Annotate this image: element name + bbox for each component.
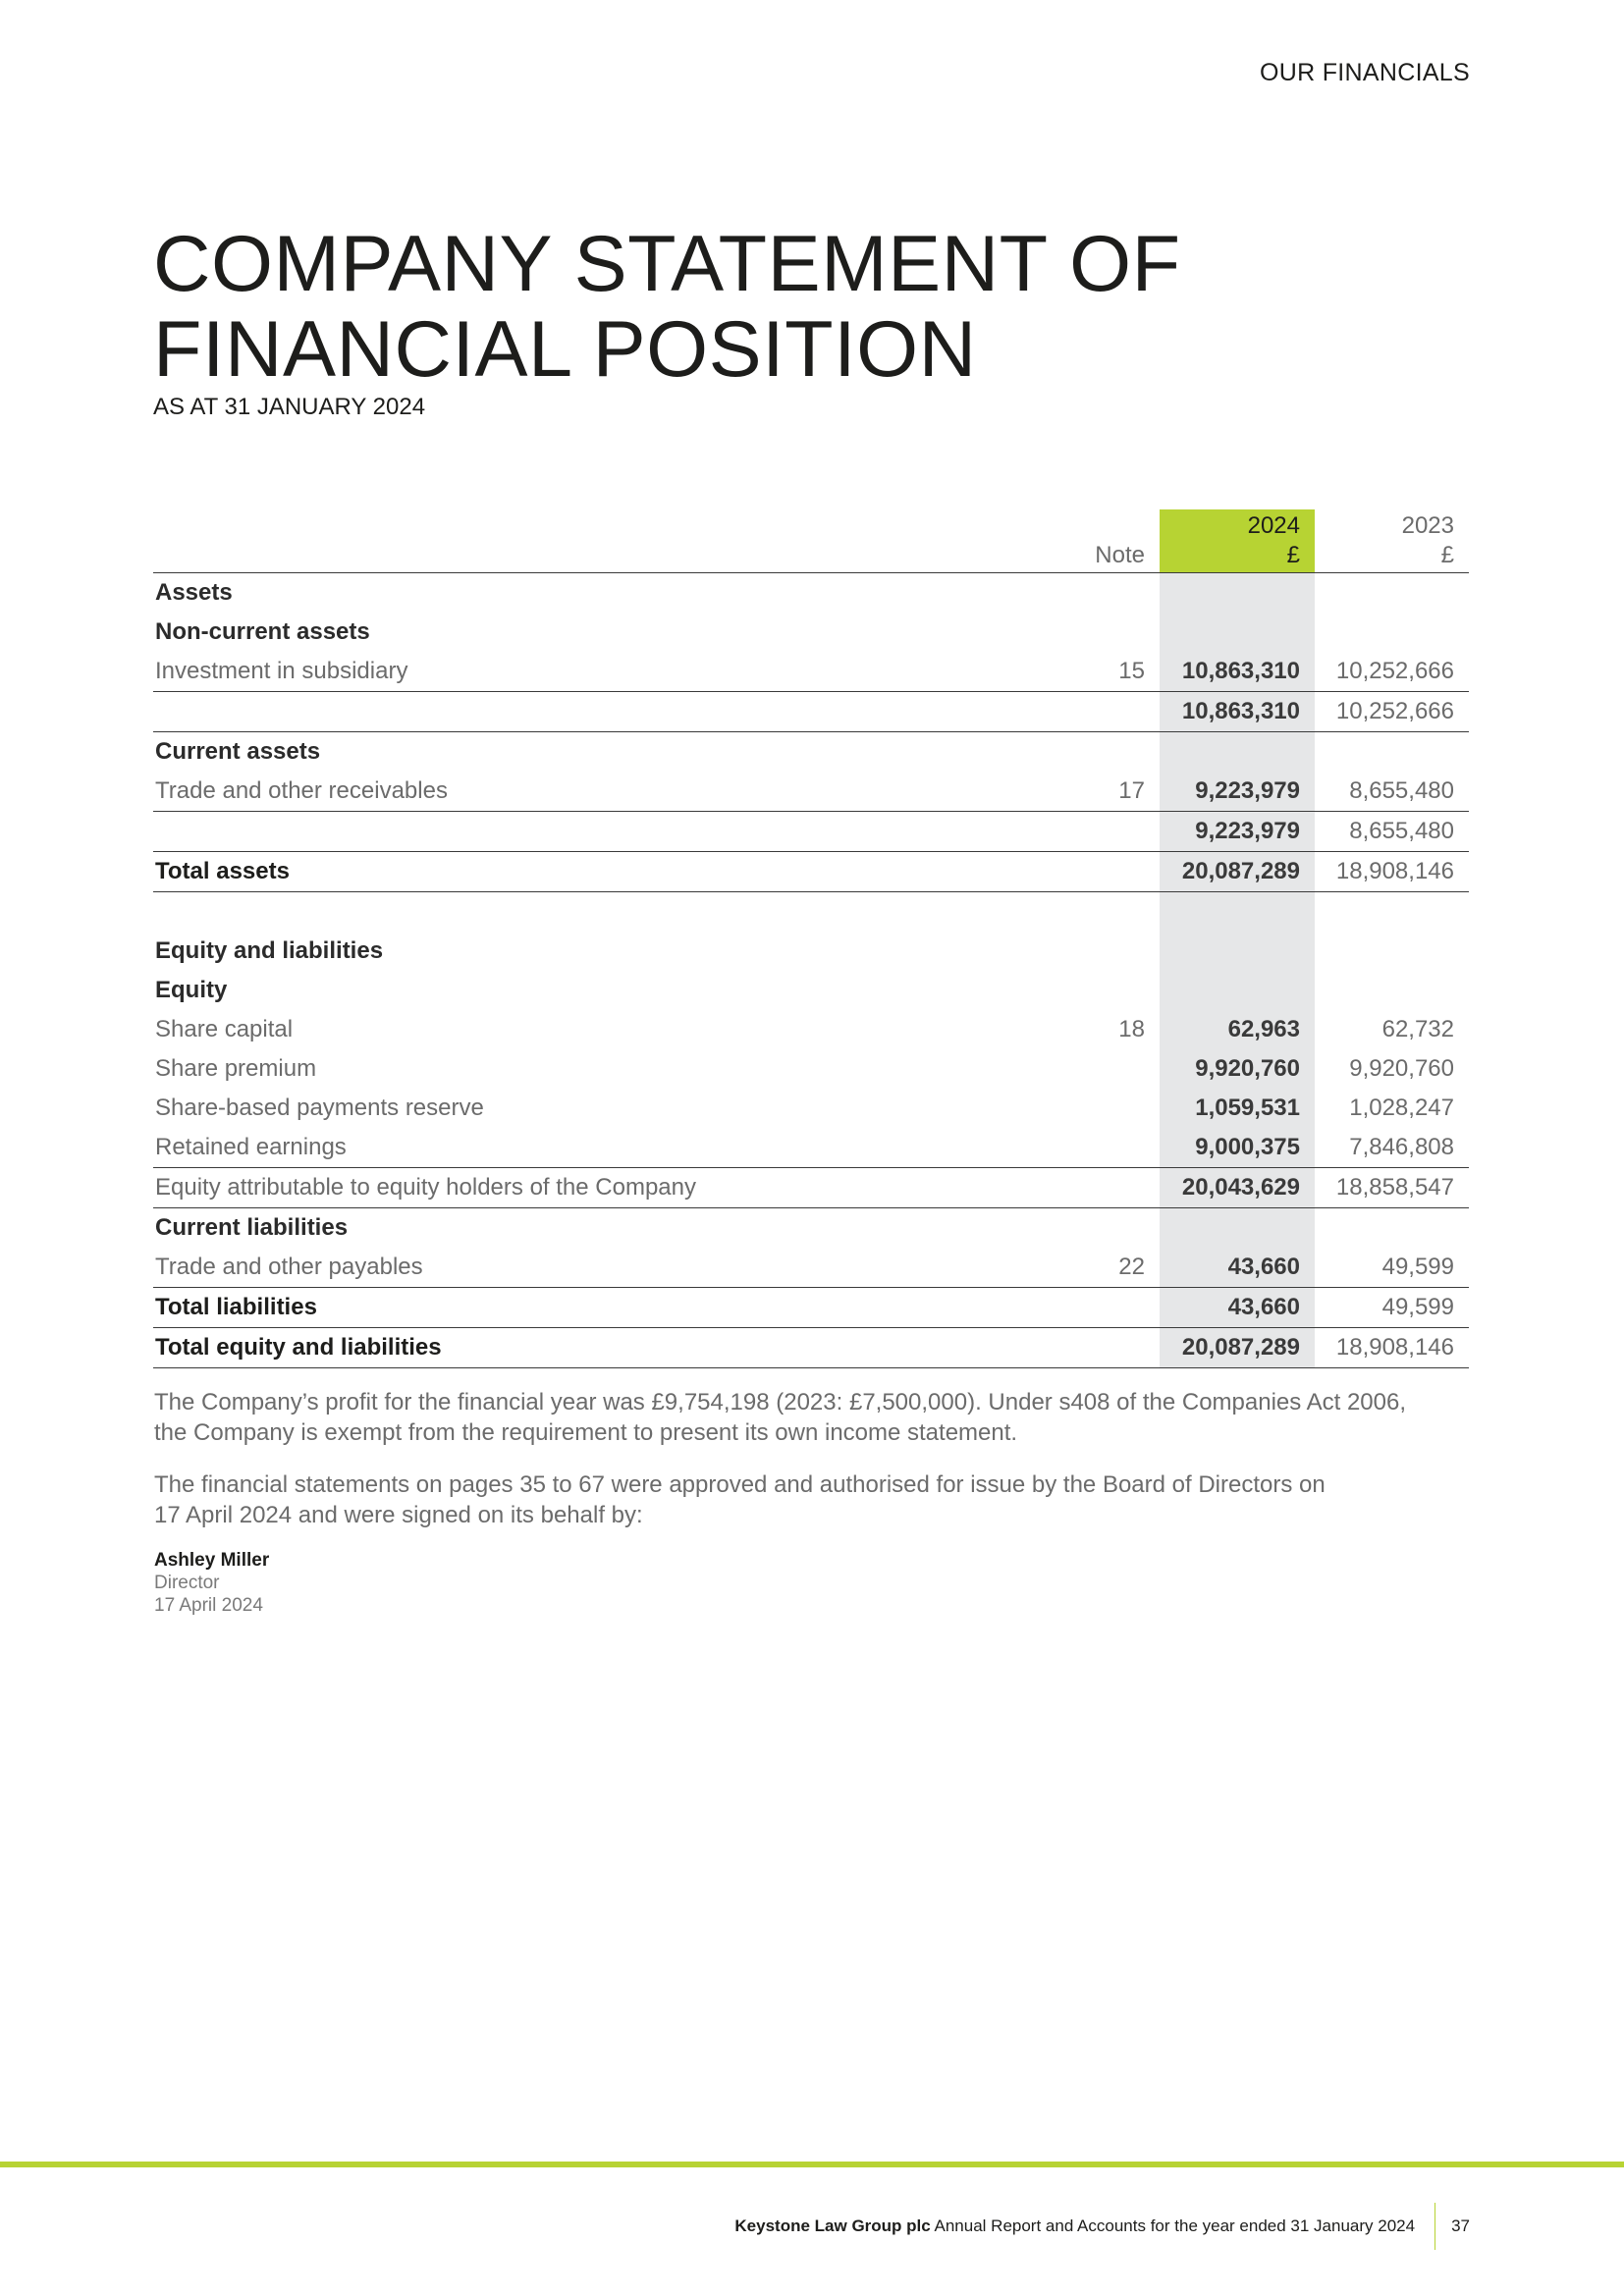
row-label: Equity and liabilities [155,937,384,964]
row-current-year [1160,1208,1315,1249]
financial-position-table-wrapper [153,509,1469,1368]
financial-position-table [153,509,1469,1368]
row-label: Equity [155,977,228,1003]
table-row [153,652,1469,692]
row-prior-year: 1,028,247 [1349,1095,1454,1121]
row-label: Share capital [155,1016,294,1042]
row-prior-year: 62,732 [1381,1016,1454,1042]
table-row [153,812,1469,852]
row-note: 22 [983,1248,1160,1288]
table-row [153,573,1469,614]
row-note [983,932,1160,971]
row-prior-year: 18,908,146 [1315,1328,1469,1368]
table-header-row [153,509,1469,573]
row-prior-year [1315,932,1469,971]
row-prior-year: 9,920,760 [1349,1055,1454,1082]
row-prior-year [1315,573,1469,614]
row-current-year [1160,732,1315,773]
row-current-year [1160,971,1315,1010]
row-current-year: 43,660 [1160,1248,1315,1288]
row-prior-year: 8,655,480 [1315,812,1469,852]
row-note [983,1328,1160,1368]
spacer-cell [1160,892,1315,933]
page-number: 37 [1451,2216,1470,2235]
row-label [153,692,983,732]
row-current-year: 20,043,629 [1160,1168,1315,1208]
approval-paragraph [154,1469,1470,1530]
profit-paragraph [154,1387,1470,1448]
row-label: Non-current assets [155,618,370,645]
row-note [983,1208,1160,1249]
row-current-year: 9,223,979 [1160,772,1315,812]
table-row [153,1248,1469,1288]
signatory-role: Director [154,1573,220,1593]
row-note [983,1049,1160,1089]
table-row [153,1168,1469,1208]
row-prior-year: 10,252,666 [1315,692,1469,732]
page-title-line-1: COMPANY STATEMENT OF [153,220,1181,308]
row-note [983,971,1160,1010]
row-note: 18 [1118,1016,1145,1042]
table-row [153,1128,1469,1168]
table-row [153,971,1469,1010]
row-label: Share-based payments reserve [155,1095,484,1121]
row-note: 15 [983,652,1160,692]
row-label: Current assets [155,738,321,765]
section-label: OUR FINANCIALS [1260,59,1470,86]
row-note [983,732,1160,773]
row-prior-year: 10,252,666 [1315,652,1469,692]
header-prior-year-label: 2023 [1401,512,1454,539]
row-label: Equity attributable to equity holders of the Company [153,1168,983,1208]
row-current-year: 43,660 [1160,1288,1315,1328]
header-prior-year-unit: £ [1440,542,1454,568]
row-prior-year [1315,732,1469,773]
table-row [153,1328,1469,1368]
footer-company: Keystone Law Group plc [734,2216,931,2235]
table-row [153,932,1469,971]
table-row [153,852,1469,892]
row-note [983,613,1160,652]
row-current-year [1160,573,1315,614]
table-row [153,692,1469,732]
table-row [153,1010,1469,1049]
footer-description: Annual Report and Accounts for the year ended 31 January 2024 [930,2216,1416,2235]
row-note: 17 [983,772,1160,812]
row-current-year: 9,223,979 [1160,812,1315,852]
profit-paragraph-line-2: the Company is exempt from the requirement to present its own income statement. [154,1419,1018,1446]
row-current-year: 9,920,760 [1195,1055,1300,1082]
header-note: Note [1095,542,1145,568]
row-note [983,573,1160,614]
page-footer [734,2204,1470,2249]
footer-accent-rule [0,2162,1624,2167]
row-label: Share premium [155,1055,317,1082]
row-label: Current liabilities [155,1214,349,1241]
header-current-year-unit: £ [1286,542,1300,568]
row-prior-year: 49,599 [1315,1248,1469,1288]
row-label: Trade and other payables [153,1248,983,1288]
table-row [153,732,1469,773]
row-note [983,1128,1160,1168]
table-row [153,1288,1469,1328]
row-prior-year [1315,971,1469,1010]
signature-block [154,1549,269,1617]
row-label: Investment in subsidiary [153,652,983,692]
row-label [153,812,983,852]
header-label-cell [153,509,983,573]
table-row [153,613,1469,652]
approval-paragraph-line-1: The financial statements on pages 35 to 67 were approved and authorised for issue by the Board of Directors on [154,1471,1326,1498]
row-current-year [1160,613,1315,652]
row-prior-year [1315,613,1469,652]
row-current-year: 1,059,531 [1195,1095,1300,1121]
spacer-cell [983,892,1160,933]
row-note [983,1168,1160,1208]
row-note [983,852,1160,892]
row-current-year: 9,000,375 [1160,1128,1315,1168]
row-prior-year [1315,1208,1469,1249]
table-row [153,1089,1469,1128]
header-current-year-label: 2024 [1247,512,1300,539]
page-title-line-2: FINANCIAL POSITION [153,305,977,394]
row-current-year [1160,932,1315,971]
row-note [983,812,1160,852]
row-current-year: 20,087,289 [1160,852,1315,892]
spacer-cell [1315,892,1469,933]
row-prior-year: 49,599 [1315,1288,1469,1328]
table-spacer-row [153,892,1469,933]
row-current-year: 10,863,310 [1160,692,1315,732]
row-prior-year: 18,908,146 [1315,852,1469,892]
row-label: Assets [155,579,233,606]
row-prior-year: 18,858,547 [1315,1168,1469,1208]
table-row [153,1049,1469,1089]
row-label: Total assets [153,852,983,892]
signatory-name: Ashley Miller [154,1550,270,1571]
row-current-year: 62,963 [1227,1016,1300,1042]
row-note [983,1089,1160,1128]
profit-paragraph-line-1: The Company’s profit for the financial year was £9,754,198 (2023: £7,500,000). Under s408 of the Companies Act 2006, [154,1389,1407,1415]
row-label: Retained earnings [153,1128,983,1168]
header-current-year [1160,509,1315,573]
row-current-year: 10,863,310 [1160,652,1315,692]
signature-date: 17 April 2024 [154,1595,263,1616]
row-prior-year: 8,655,480 [1315,772,1469,812]
row-label: Trade and other receivables [153,772,983,812]
approval-paragraph-line-2: 17 April 2024 and were signed on its behalf by: [154,1502,643,1528]
row-label: Total equity and liabilities [153,1328,983,1368]
row-current-year: 20,087,289 [1160,1328,1315,1368]
spacer-cell [153,892,983,933]
table-row [153,1208,1469,1249]
row-label: Total liabilities [153,1288,983,1328]
table-row [153,772,1469,812]
page-title [153,222,1181,393]
row-note [983,692,1160,732]
header-prior-year [1315,509,1469,573]
page-subtitle: AS AT 31 JANUARY 2024 [153,394,426,420]
row-note [983,1288,1160,1328]
row-prior-year: 7,846,808 [1315,1128,1469,1168]
